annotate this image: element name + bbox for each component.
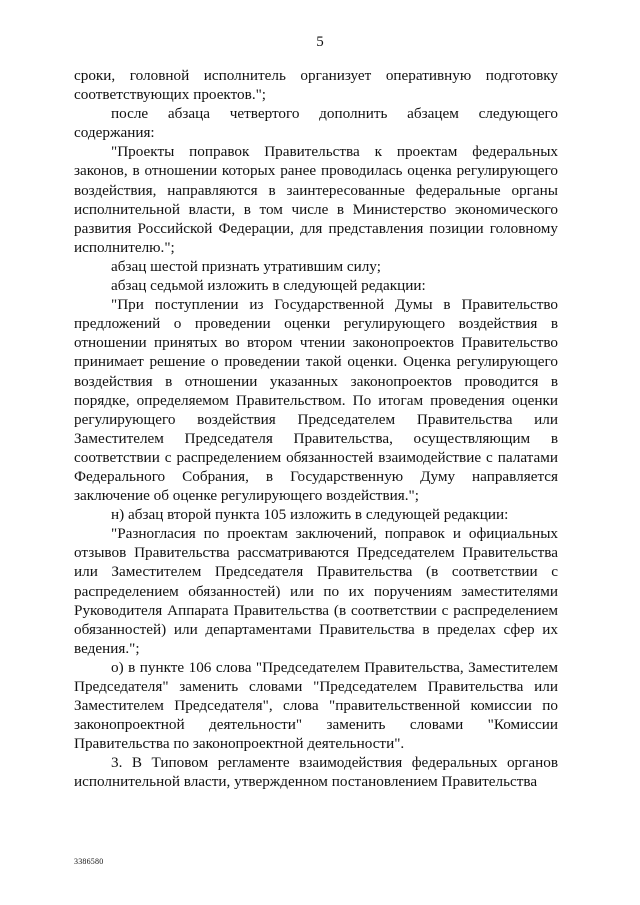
paragraph-quoted-disagreements: "Разногласия по проектам заключений, поправок и официальных отзывов Правительства рассматриваются Председателем Правительства или Заместителем Председателя Правительства (в соответствии с распределением обязанностей) или по их поручениям заместителями Руководителя Аппарата Правительства (в соответствии с распределением обязанностей) или департаментами Правительства в пределах сфер их ведения.";: [74, 525, 558, 657]
paragraph-item-o: о) в пункте 106 слова "Председателем Правительства, Заместителем Председателя" заменить словами "Председателем Правительства или Заместителем Председателя", слова "правительственной комиссии по законопроектной деятельности" заменить словами "Комиссии Правительства по законопроектной деятельности".: [74, 658, 558, 753]
paragraph-amendment-instruction: после абзаца четвертого дополнить абзацем следующего содержания:: [74, 105, 558, 142]
paragraph-item-n: н) абзац второй пункта 105 изложить в следующей редакции:: [111, 506, 509, 524]
paragraph-repeal-instruction: абзац шестой признать утратившим силу;: [111, 257, 381, 275]
document-body: [74, 66, 558, 792]
paragraph-quoted-regulation: "При поступлении из Государственной Думы в Правительство предложений о проведении оценки регулирующего воздействия в отношении принятых во втором чтении законопроектов Правительство принимает решение о проведении такой оценки. Оценка регулирующего воздействия в отношении указанных законопроектов проводится в порядке, определяемом Правительством. По итогам проведения оценки регулирующего воздействия Председателем Правительства или Заместителем Председателя Правительства, осуществляющим в соответствии с распределением обязанностей взаимодействие с палатами Федерального Собрания, в Государственную Думу направляется заключение об оценке регулирующего воздействия.";: [74, 296, 558, 505]
paragraph-section-3: 3. В Типовом регламенте взаимодействия федеральных органов исполнительной власти, утвержденном постановлением Правительства: [74, 754, 558, 791]
paragraph-continuation: сроки, головной исполнитель организует оперативную подготовку соответствующих проектов.";: [74, 67, 558, 104]
page-number: 5: [316, 34, 324, 50]
paragraph-quoted-amendment: "Проекты поправок Правительства к проектам федеральных законов, в отношении которых ранее проводилась оценка регулирующего воздействия, направляются в заинтересованные федеральные органы исполнительной власти, в том числе в Министерство экономического развития Российской Федерации, для представления позиции головному исполнителю.";: [74, 143, 558, 256]
document-code: 3386580: [74, 857, 104, 866]
paragraph-edit-instruction: абзац седьмой изложить в следующей редакции:: [111, 277, 426, 295]
